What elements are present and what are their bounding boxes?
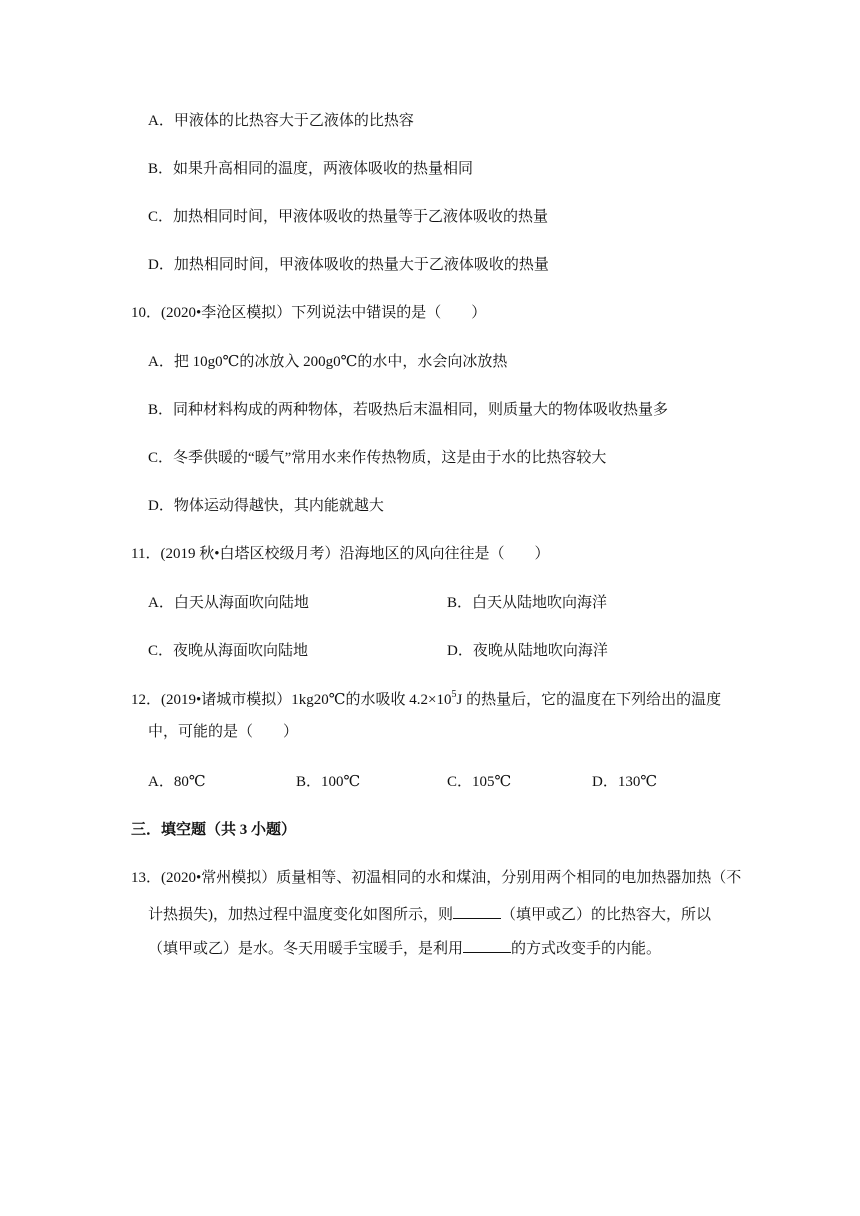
- q13-line2-text-b: （填甲或乙）的比热容大，所以: [501, 907, 712, 923]
- q10-option-c: C．冬季供暖的“暖气”常用水来作传热物质，这是由于水的比热容较大: [148, 450, 607, 466]
- q10-option-d: D．物体运动得越快，其内能就越大: [148, 498, 384, 514]
- q12-option-d: D．130℃: [592, 774, 658, 790]
- q13-line3: [148, 938, 661, 959]
- q9-option-b: B．如果升高相同的温度，两液体吸收的热量相同: [148, 161, 474, 177]
- q13-line1: 13．(2020•常州模拟）质量相等、初温相同的水和煤油，分别用两个相同的电加热器加热（不: [131, 870, 742, 886]
- q11-option-a: A．白天从海面吹向陆地: [148, 595, 309, 611]
- q10-stem: 10．(2020•李沧区模拟）下列说法中错误的是（ ）: [131, 305, 487, 321]
- q13-line2-text-a: 计热损失)，加热过程中温度变化如图所示，则: [148, 907, 453, 923]
- q9-option-a: A．甲液体的比热容大于乙液体的比热容: [148, 113, 414, 129]
- q12-option-b: B．100℃: [296, 774, 361, 790]
- q11-option-c: C．夜晚从海面吹向陆地: [148, 643, 309, 659]
- q13-line3-text-a: （填甲或乙）是水。冬天用暖手宝暖手，是利用: [148, 941, 464, 957]
- q13-answer-blank-1[interactable]: [453, 904, 501, 919]
- q10-option-a: A．把 10g0℃的冰放入 200g0℃的水中，水会向冰放热: [148, 354, 508, 370]
- q10-option-b: B．同种材料构成的两种物体，若吸热后末温相同，则质量大的物体吸收热量多: [148, 402, 669, 418]
- q11-option-b: B．白天从陆地吹向海洋: [447, 595, 608, 611]
- q12-option-c: C．105℃: [447, 774, 512, 790]
- q11-stem: 11．(2019 秋•白塔区校级月考）沿海地区的风向往往是（ ）: [131, 546, 550, 562]
- q13-line3-text-b: 的方式改变手的内能。: [511, 941, 662, 957]
- q12-stem-part2: J 的热量后，它的温度在下列给出的温度: [456, 692, 722, 708]
- q12-stem-part1: 12．(2019•诸城市模拟）1kg20℃的水吸收 4.2×10: [131, 692, 452, 708]
- q11-option-d: D．夜晚从陆地吹向海洋: [447, 643, 608, 659]
- q9-option-d: D．加热相同时间，甲液体吸收的热量大于乙液体吸收的热量: [148, 257, 549, 273]
- q12-stem-exponent: 5: [451, 689, 457, 700]
- q13-answer-blank-2[interactable]: [463, 938, 511, 953]
- q13-line2: [148, 904, 711, 925]
- q9-option-c: C．加热相同时间，甲液体吸收的热量等于乙液体吸收的热量: [148, 209, 549, 225]
- q12-stem-line2: 中，可能的是（ ）: [148, 724, 299, 740]
- section-title-fill-in: 三．填空题（共 3 小题）: [131, 822, 297, 838]
- q12-stem-line1: [131, 690, 721, 710]
- q12-option-a: A．80℃: [148, 774, 206, 790]
